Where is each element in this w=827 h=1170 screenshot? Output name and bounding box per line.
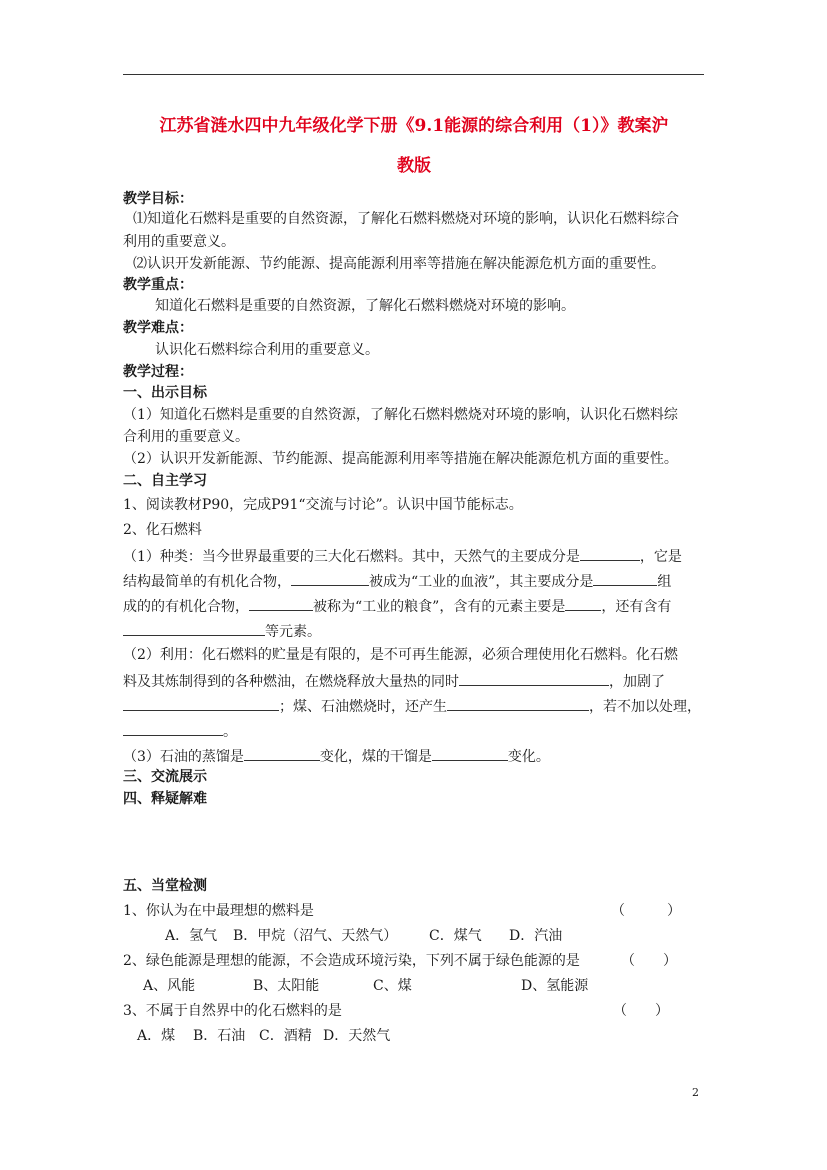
section-heading: 一、出示目标 — [123, 385, 207, 401]
option[interactable]: D、氢能源 — [521, 978, 589, 994]
answer-blank[interactable] — [565, 596, 601, 611]
answer-blank[interactable] — [123, 621, 265, 636]
text-fragment: ，若不加以处理， — [589, 699, 701, 715]
option[interactable]: B．甲烷（沼气、天然气） — [233, 928, 398, 944]
fill-line — [123, 696, 701, 716]
document-title-line2: 教版 — [397, 156, 431, 176]
text-fragment: 被成为“工业的血液”，其主要成分是 — [369, 574, 594, 590]
section1-line: 合利用的重要意义。 — [123, 429, 249, 445]
option[interactable]: C、煤 — [373, 978, 412, 994]
text-fragment: 。 — [223, 724, 237, 740]
option[interactable]: A、风能 — [143, 978, 196, 994]
section-heading: 五、当堂检测 — [123, 878, 207, 894]
option[interactable]: D．天然气 — [323, 1028, 391, 1044]
option[interactable]: C．煤气 — [429, 928, 482, 944]
section-heading: 四、释疑解难 — [123, 791, 207, 807]
answer-blank[interactable] — [432, 746, 508, 761]
question-stem: 1、你认为在中最理想的燃料是 — [123, 903, 314, 919]
answer-blank[interactable] — [447, 696, 589, 711]
answer-blank[interactable] — [291, 571, 369, 586]
key-points-heading: 教学重点： — [123, 277, 193, 293]
text-fragment: 被称为“工业的粮食”，含有的元素主要是 — [313, 599, 566, 615]
answer-blank[interactable] — [249, 596, 313, 611]
answer-paren[interactable]: （ ） — [621, 953, 677, 969]
fill-line — [123, 721, 237, 741]
answer-blank[interactable] — [593, 571, 657, 586]
section-heading: 三、交流展示 — [123, 769, 207, 785]
answer-paren[interactable]: （ ） — [611, 903, 681, 919]
option[interactable]: B．石油 — [193, 1028, 246, 1044]
usage-line: （2）利用：化石燃料的贮量是有限的，是不可再生能源，必须合理使用化石燃料。化石燃 — [123, 647, 678, 663]
goal-item: ⑴知道化石燃料是重要的自然资源，了解化石燃料燃烧对环境的影响，认识化石燃料综合 — [133, 211, 679, 227]
option[interactable]: D．汽油 — [509, 928, 563, 944]
self-study-item2: 2、化石燃料 — [123, 522, 202, 538]
header-rule — [123, 74, 704, 75]
question-stem: 2、绿色能源是理想的能源，不会造成环境污染，下列不属于绿色能源的是 — [123, 953, 580, 969]
text-fragment: ，还有含有 — [601, 599, 672, 615]
fill-line — [123, 596, 671, 616]
text-fragment: 组 — [657, 574, 672, 590]
self-study-item1: 1、阅读教材P90，完成P91“交流与讨论”。认识中国节能标志。 — [123, 497, 523, 513]
text-fragment: ，加剧了 — [609, 674, 665, 690]
answer-blank[interactable] — [123, 696, 279, 711]
text-fragment: 成的的有机化合物， — [123, 599, 249, 615]
section1-line: （1）知道化石燃料是重要的自然资源，了解化石燃料燃烧对环境的影响，认识化石燃料综 — [123, 407, 678, 423]
text-fragment: 结构最简单的有机化合物， — [123, 574, 291, 590]
document-title-line1: 江苏省涟水四中九年级化学下册《9.1能源的综合利用（1）》教案沪 — [159, 116, 669, 136]
answer-blank[interactable] — [459, 671, 609, 686]
option[interactable]: B、太阳能 — [253, 978, 320, 994]
text-fragment: 变化，煤的干馏是 — [319, 749, 432, 765]
text-fragment: ，它是 — [639, 549, 682, 565]
text-fragment: 等元素。 — [265, 624, 321, 640]
process-heading: 教学过程： — [123, 364, 193, 380]
fill-line — [123, 621, 321, 641]
fill-line — [123, 746, 550, 766]
difficulties-text: 认识化石燃料综合利用的重要意义。 — [155, 342, 379, 358]
answer-blank[interactable] — [244, 746, 320, 761]
fill-line — [123, 546, 682, 566]
key-points-text: 知道化石燃料是重要的自然资源，了解化石燃料燃烧对环境的影响。 — [155, 298, 575, 314]
text-fragment: 变化。 — [507, 749, 550, 765]
text-fragment: （3）石油的蒸馏是 — [123, 749, 244, 765]
text-fragment: （1）种类：当今世界最重要的三大化石燃料。其中，天然气的主要成分是 — [123, 549, 580, 565]
option[interactable]: A．氢气 — [165, 928, 218, 944]
answer-blank[interactable] — [123, 721, 223, 736]
goal-item: ⑵认识开发新能源、节约能源、提高能源利用率等措施在解决能源危机方面的重要性。 — [133, 256, 665, 272]
difficulties-heading: 教学难点： — [123, 320, 193, 336]
section-heading: 二、自主学习 — [123, 473, 207, 489]
goal-item: 利用的重要意义。 — [123, 234, 235, 250]
goals-heading: 教学目标： — [123, 191, 193, 207]
question-stem: 3、不属于自然界中的化石燃料的是 — [123, 1003, 342, 1019]
answer-blank[interactable] — [580, 546, 640, 561]
answer-paren[interactable]: （ ） — [613, 1003, 669, 1019]
fill-line — [123, 671, 665, 691]
text-fragment: 料及其炼制得到的各种燃油，在燃烧释放大量热的同时 — [123, 674, 459, 690]
page-number: 2 — [692, 1086, 699, 1099]
fill-line — [123, 571, 671, 591]
option[interactable]: C．酒精 — [259, 1028, 312, 1044]
text-fragment: ；煤、石油燃烧时，还产生 — [279, 699, 447, 715]
section1-line: （2）认识开发新能源、节约能源、提高能源利用率等措施在解决能源危机方面的重要性。 — [123, 451, 678, 467]
option[interactable]: A．煤 — [137, 1028, 176, 1044]
